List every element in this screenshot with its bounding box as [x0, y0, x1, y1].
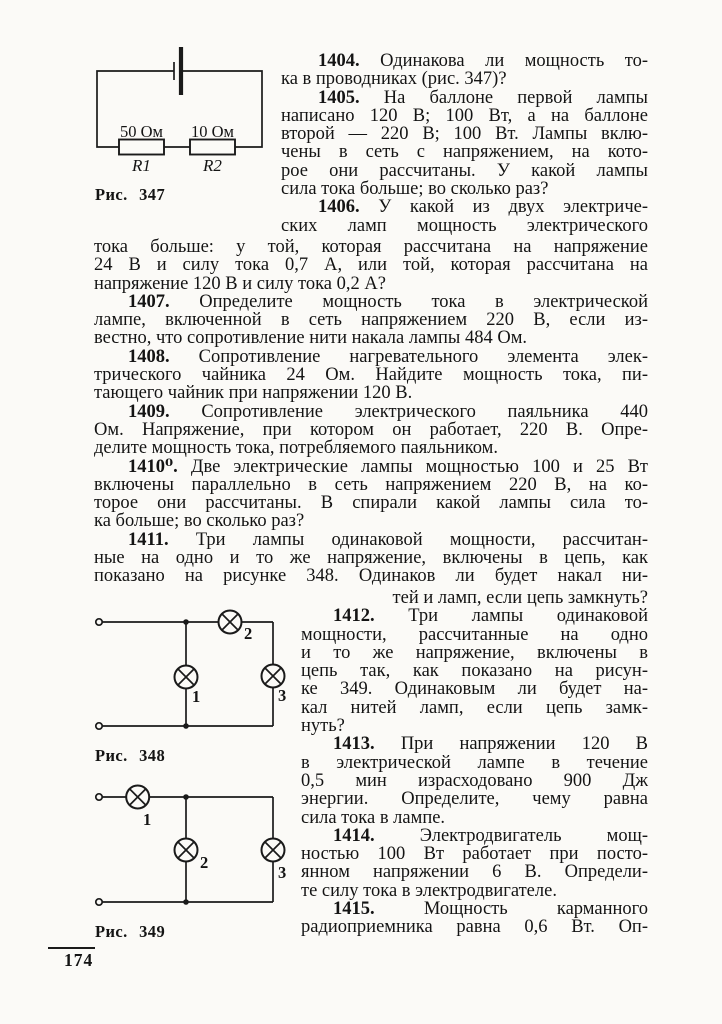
lamp-3-icon — [262, 839, 285, 862]
problem-number: 1412. — [333, 606, 375, 627]
text-line: 1411. Три лампы одинаковой мощности, рассчитан- — [128, 529, 648, 550]
resistor-r1-label: R1 — [132, 156, 151, 175]
lamp-3-label: 3 — [278, 863, 287, 882]
text-line: 24 В и силу тока 0,7 А, или той, которая рассчитана на — [94, 255, 648, 276]
text-line: и то же напряжение, включены в — [301, 642, 648, 663]
problems-column-beside-fig348-349 — [301, 589, 648, 937]
page-number: 174 — [64, 950, 94, 970]
problem-number: 1414. — [333, 825, 375, 846]
text-line: 1413. При напряжении 120 В — [333, 734, 648, 755]
resistor-r1-value: 50 Ом — [120, 122, 163, 141]
text-line: ке 349. Одинаковым ли будет на- — [301, 679, 648, 700]
text-line: тающего чайник при напряжении 120 В. — [94, 383, 413, 404]
lamp-1-label: 1 — [143, 810, 152, 829]
terminal-icon — [96, 899, 102, 905]
text-line: 1408. Сопротивление нагревательного элемента элек- — [128, 346, 648, 367]
text-line: кал нитей ламп, если цепь замк- — [301, 697, 648, 718]
text-line: цепь так, как показано на рисун- — [301, 661, 648, 682]
text-line: написано 120 В; 100 Вт, а на баллоне — [281, 105, 648, 126]
text-line: Ом. Напряжение, при котором он работает, 220 В. Опре- — [94, 419, 648, 440]
terminal-icon — [96, 794, 102, 800]
text-line: ностью 100 Вт работает при посто- — [301, 844, 648, 865]
text-line: ка больше; во сколько раз? — [94, 511, 305, 532]
resistor-r2-label: R2 — [203, 156, 222, 175]
circuit-diagram-347 — [90, 45, 270, 165]
problem-number: 1406. — [318, 197, 360, 218]
text-line: тей и ламп, если цепь замкнуть? — [392, 588, 648, 608]
problem-number: 1407. — [128, 291, 170, 312]
lamp-3-icon — [262, 665, 285, 688]
text-line: 1414. Электродвигатель мощ- — [333, 825, 648, 846]
lamp-3-label: 3 — [278, 686, 287, 705]
text-line: чены в сеть с напряжением, на кото- — [281, 142, 648, 163]
text-line: 1415. Мощность карманного — [333, 899, 648, 920]
lamp-2-label: 2 — [244, 624, 253, 643]
text-line: 1409. Сопротивление электрического паяльника 440 — [128, 401, 648, 422]
text-line: мощности, рассчитанные на одно — [301, 624, 648, 645]
lamp-2-icon — [175, 839, 198, 862]
text-line: ских ламп мощность электрического — [281, 215, 648, 236]
lamp-1-icon — [126, 786, 149, 809]
text-line: 1410⁰. Две электрические лампы мощностью 100 и 25 Вт — [128, 456, 648, 477]
text-line: 0,5 мин израсходовано 900 Дж — [301, 770, 648, 791]
figure-347-caption: Рис. 347 — [95, 185, 166, 204]
text-line: 1405. На баллоне первой лампы — [318, 87, 648, 108]
text-line: сила тока в лампе. — [301, 807, 446, 828]
text-line: второй — 220 В; 100 Вт. Лампы вклю- — [281, 124, 648, 145]
text-line: 1412. Три лампы одинаковой — [333, 606, 648, 627]
circuit-diagram-349 — [90, 780, 295, 915]
text-line: нуть? — [301, 716, 345, 737]
text-line: янном напряжении 6 В. Определи- — [301, 862, 648, 883]
text-line: торое они рассчитаны. В спирали какой лампы сила то- — [94, 493, 648, 514]
page-number-rule — [48, 947, 95, 949]
junction-dot — [183, 723, 189, 729]
junction-dot — [183, 899, 189, 905]
lamp-1-icon — [175, 666, 198, 689]
terminal-icon — [96, 619, 102, 625]
text-line: те силу тока в электродвигателе. — [301, 880, 557, 901]
figure-349-caption: Рис. 349 — [95, 922, 166, 941]
text-line: ные на одно и то же напряжение, включены в цепь, как — [94, 548, 648, 569]
text-line: показано на рисунке 348. Одинаков ли будет накал ни- — [94, 566, 648, 587]
text-line: 1407. Определите мощность тока в электрической — [128, 291, 648, 312]
text-line: напряжение 120 В и силу тока 0,2 А? — [94, 273, 386, 294]
junction-dot — [183, 619, 189, 625]
text-line: тока больше: у той, которая рассчитана на напряжение — [94, 237, 648, 257]
problem-number: 1413. — [333, 734, 375, 755]
text-line: энергии. Определите, чему равна — [301, 789, 648, 810]
text-line: в электрической лампе в течение — [301, 752, 648, 773]
text-line: лампе, включенной в сеть напряжением 220 В, если из- — [94, 310, 648, 331]
problem-number: 1415. — [333, 899, 375, 920]
circuit-diagram-348 — [90, 605, 295, 745]
problem-number: 1410⁰. — [128, 456, 178, 477]
text-line: 1406. У какой из двух электриче- — [318, 197, 648, 218]
resistor-r2-value: 10 Ом — [191, 122, 234, 141]
text-line: ка в проводниках (рис. 347)? — [281, 69, 507, 90]
text-line: сила тока больше; во сколько раз? — [281, 179, 549, 200]
text-line: рое они рассчитаны. У какой лампы — [281, 160, 648, 181]
junction-dot — [183, 794, 189, 800]
problems-column-beside-fig347 — [281, 52, 648, 235]
problem-number: 1411. — [128, 529, 169, 550]
problem-number: 1409. — [128, 401, 170, 422]
text-line: 1404. Одинакова ли мощность то- — [318, 51, 648, 71]
figure-348-caption: Рис. 348 — [95, 746, 166, 765]
battery-symbol — [174, 47, 181, 95]
problem-number: 1405. — [318, 87, 360, 108]
text-line: радиоприемника равна 0,6 Вт. Оп- — [301, 917, 648, 938]
lamp-1-label: 1 — [192, 687, 201, 706]
text-line: трического чайника 24 Ом. Найдите мощность тока, пи- — [94, 365, 648, 386]
text-line: вестно, что сопротивление нити накала лампы 484 Ом. — [94, 328, 528, 349]
problem-number: 1408. — [128, 346, 170, 367]
text-line: делите мощность тока, потребляемого паяльником. — [94, 438, 499, 459]
text-line: включены параллельно в сеть напряжением 220 В, на ко- — [94, 474, 648, 495]
terminal-icon — [96, 723, 102, 729]
lamp-2-icon — [219, 611, 242, 634]
problem-number: 1404. — [318, 51, 360, 71]
lamp-2-label: 2 — [200, 853, 209, 872]
problems-full-width — [94, 238, 648, 586]
